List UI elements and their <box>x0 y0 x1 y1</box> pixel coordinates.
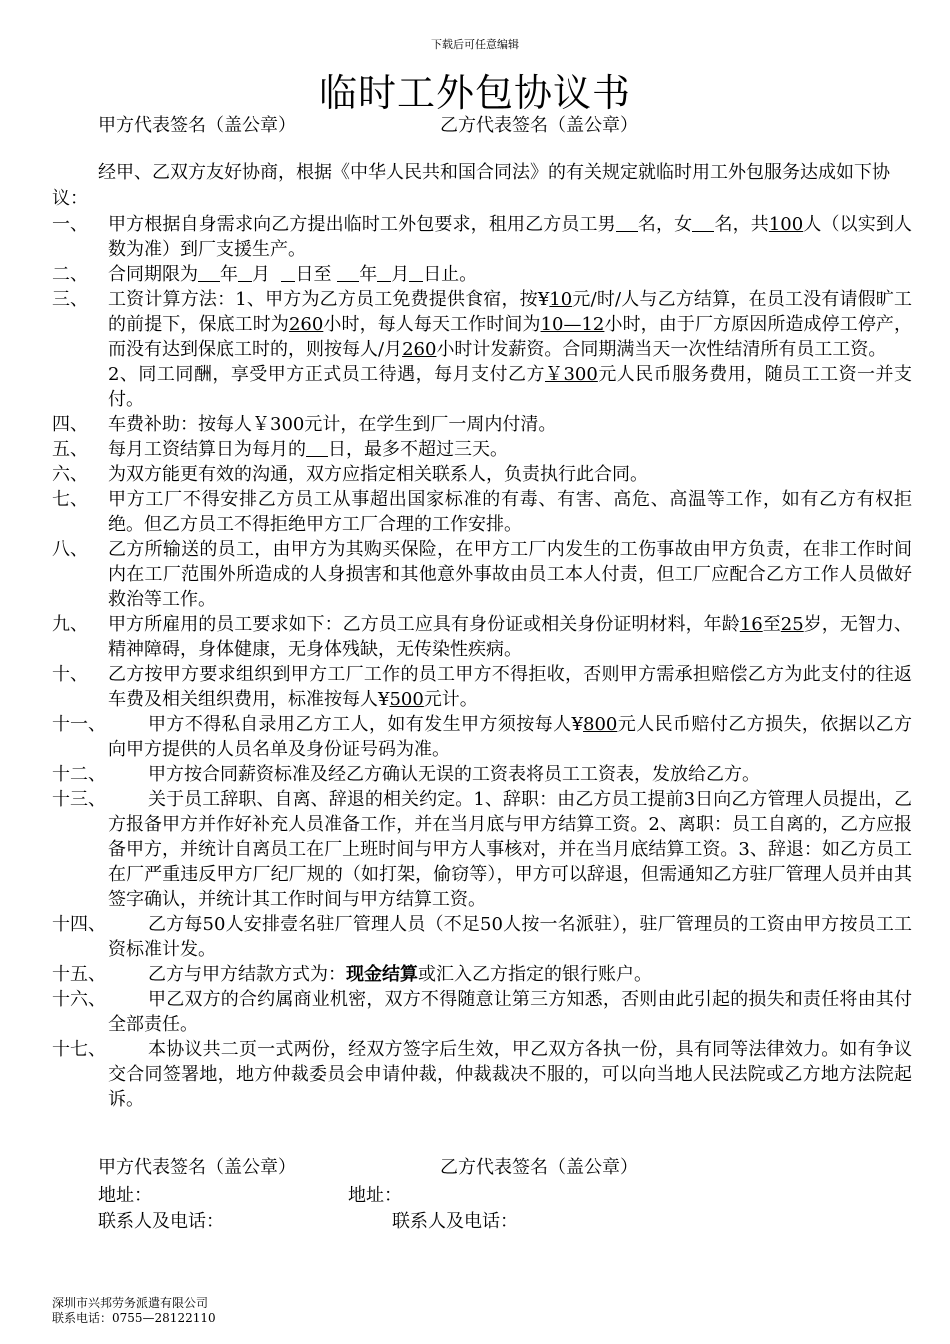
clause-12: 十二、 甲方按合同薪资标准及经乙方确认无误的工资表将员工工资表，发放给乙方。 <box>52 764 760 785</box>
clause-11: 十一、 甲方不得私自录用乙方工人，如有发生甲方须按每人¥800元人民币赔付乙方损失，依据以乙方向甲方提供的人员名单及身份证号码为准。 <box>52 714 912 760</box>
clause-1: 一、 甲方根据自身需求向乙方提出临时工外包要求，租用乙方员工男 名，女 名，共100人（以实到人数为准）到厂支援生产。 <box>52 214 913 260</box>
clause-15: 十五、 乙方与甲方结款方式为：现金结算或汇入乙方指定的银行账户。 <box>52 964 652 985</box>
payment-method-cash: 现金结算 <box>346 964 418 985</box>
party-a-address: 地址： <box>98 1185 152 1206</box>
clause-number: 八、 <box>52 539 88 560</box>
footer-company: 深圳市兴邦劳务派遣有限公司 <box>52 1296 209 1310</box>
clause-9: 九、 甲方所雇用的员工要求如下：乙方员工应具有身份证或相关身份证明材料，年龄16至25岁，无智力、精神障碍，身体健康，无身体残缺，无传染性疾病。 <box>52 614 913 660</box>
clause-number: 九、 <box>52 614 88 635</box>
clause-number: 十七、 <box>52 1039 106 1060</box>
intro-paragraph: 经甲、乙双方友好协商，根据《中华人民共和国合同法》的有关规定就临时用工外包服务达成如下协议： <box>52 162 890 209</box>
clause-number: 二、 <box>52 264 88 285</box>
clause-number: 十六、 <box>52 989 106 1010</box>
clause-number: 十四、 <box>52 914 106 935</box>
clause-number: 十一、 <box>52 714 106 735</box>
clause-8: 八、 乙方所输送的员工，由甲方为其购买保险，在甲方工厂内发生的工伤事故由甲方负责，在非工作时间内在工厂范围外所造成的人身损害和其他意外事故由员工本人付责，但工厂应配合乙方工作人员做好救治等工作。 <box>52 539 912 610</box>
party-a-signature-top: 甲方代表签名（盖公章） <box>98 115 296 136</box>
clause-13: 十三、 关于员工辞职、自离、辞退的相关约定。1、辞职：由乙方员工提前3日向乙方管理人员提出，乙方报备甲方并作好补充人员准备工作，并在当月底与甲方结算工资。2、离职：员工自离的，乙方应报备甲方，并统计自离员工在厂上班时间与甲方人事核对，并在当月底结算工资。3、辞退：如乙方员工在厂严重违反甲方厂纪厂规的（如打架，偷窃等），甲方可以辞退，但需通知乙方驻厂管理人员并由其签字确认，并统计其工作时间与甲方结算工资。 <box>52 789 912 910</box>
header-note: 下载后可任意编辑 <box>431 38 519 51</box>
document-title: 临时工外包协议书 <box>318 71 631 115</box>
clause-2: 二、 合同期限为 年 月 日至 年 月 日止。 <box>52 264 478 285</box>
party-b-address: 地址： <box>348 1185 402 1206</box>
clause-14: 十四、 乙方每50人安排壹名驻厂管理人员（不足50人按一名派驻），驻厂管理员的工资由甲方按员工工资标准计发。 <box>52 914 912 960</box>
footer-phone: 联系电话：0755—28122110 <box>52 1311 216 1325</box>
clause-6: 六、 为双方能更有效的沟通，双方应指定相关联系人，负责执行此合同。 <box>52 464 648 485</box>
clause-number: 六、 <box>52 464 88 485</box>
party-b-contact: 联系人及电话： <box>392 1211 518 1232</box>
party-a-contact: 联系人及电话： <box>98 1211 224 1232</box>
clause-number: 十二、 <box>52 764 106 785</box>
clause-list <box>52 212 912 1112</box>
clause-3: 三、 工资计算方法：1、甲方为乙方员工免费提供食宿，按¥10元/时/人与乙方结算，在员工没有请假旷工的前提下，保底工时为260小时，每人每天工作时间为10—12小时，由于厂方原因所造成停工停产，而没有达到保底工时的，则按每人/月260小时计发薪资。合同期满当天一次性结清所有员工工资。 2、同工同酬，享受甲方正式员工待遇，每月支付乙方￥300元人民币服务费用，随员工工资一并支付。 <box>52 289 913 410</box>
clause-number: 十三、 <box>52 789 106 810</box>
clause-4: 四、 车费补助：按每人￥300元计，在学生到厂一周内付清。 <box>52 414 557 435</box>
blank-female-count <box>692 213 714 232</box>
clause-number: 十五、 <box>52 964 106 985</box>
footer <box>52 1296 216 1326</box>
party-b-signature-top: 乙方代表签名（盖公章） <box>440 115 638 136</box>
clause-10: 十、 乙方按甲方要求组织到甲方工厂工作的员工甲方不得拒收，否则甲方需承担赔偿乙方为此支付的往返车费及相关组织费用，标准按每人¥500元计。 <box>52 664 912 710</box>
party-b-signature-bottom: 乙方代表签名（盖公章） <box>440 1157 638 1178</box>
clause-17: 十七、 本协议共二页一式两份，经双方签字后生效，甲乙双方各执一份，具有同等法律效力。如有争议交合同签署地，地方仲裁委员会申请仲裁，仲裁裁决不服的，可以向当地人民法院或乙方地方法院起诉。 <box>52 1039 912 1110</box>
clause-number: 一、 <box>52 214 88 235</box>
clause-7: 七、 甲方工厂不得安排乙方员工从事超出国家标准的有毒、有害、高危、高温等工作，如有乙方有权拒绝。但乙方员工不得拒绝甲方工厂合理的工作安排。 <box>52 489 912 535</box>
clause-5: 五、 每月工资结算日为每月的 日，最多不超过三天。 <box>52 439 508 460</box>
clause-16: 十六、 甲乙双方的合约属商业机密，双方不得随意让第三方知悉，否则由此引起的损失和责任将由其付全部责任。 <box>52 989 912 1035</box>
total-count: 100 <box>768 214 804 235</box>
clause-number: 四、 <box>52 414 88 435</box>
party-a-signature-bottom: 甲方代表签名（盖公章） <box>98 1157 296 1178</box>
clause-number: 七、 <box>52 489 88 510</box>
clause-number: 十、 <box>52 664 88 685</box>
clause-number: 五、 <box>52 439 88 460</box>
blank-male-count <box>616 213 638 232</box>
clause-number: 三、 <box>52 289 88 310</box>
